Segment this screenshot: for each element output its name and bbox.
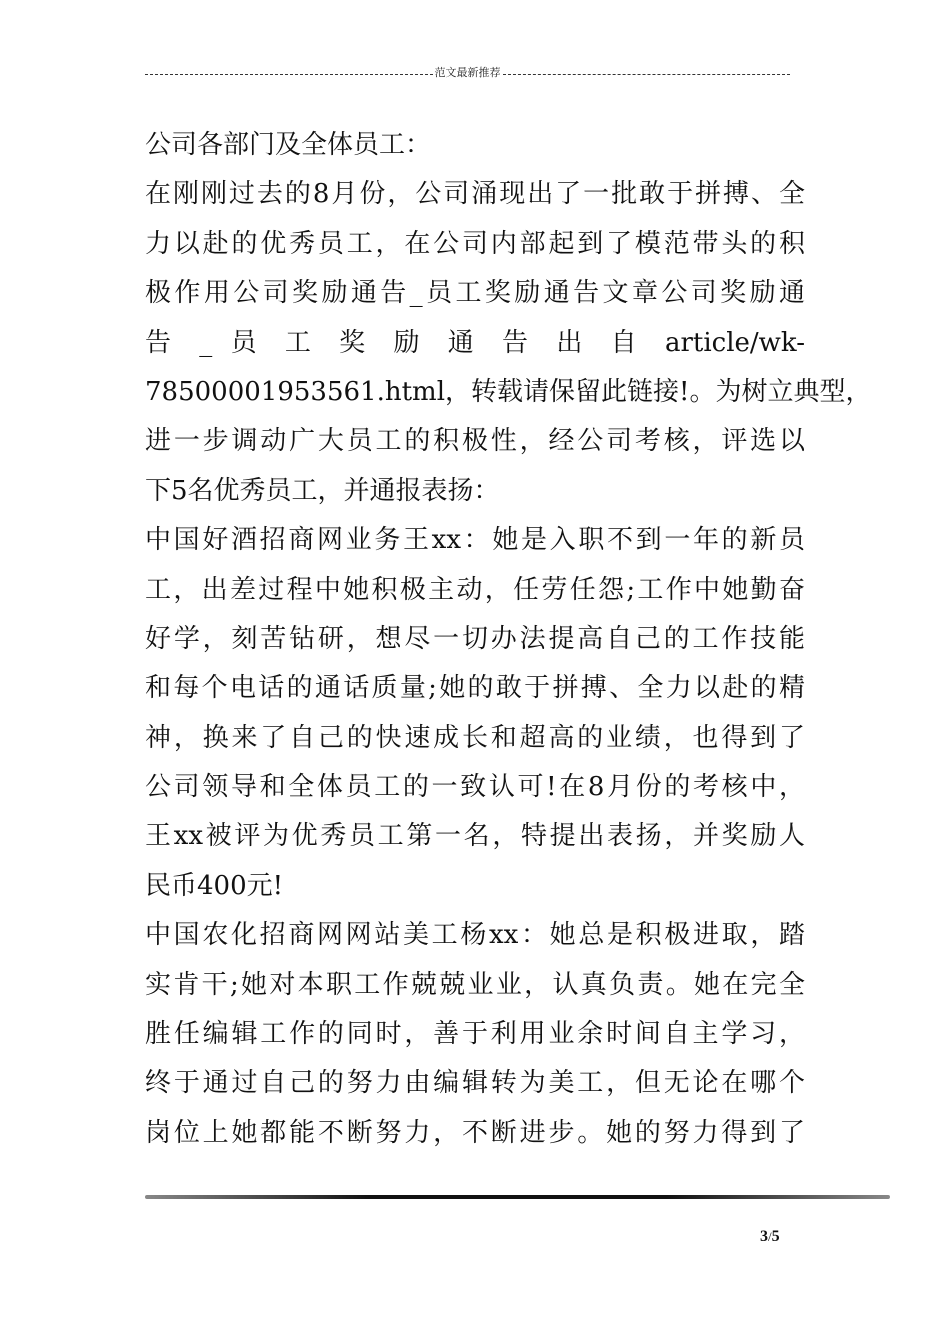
document-body (145, 121, 872, 1158)
page-number (760, 1228, 820, 1246)
page-separator: / (768, 1229, 772, 1244)
text-line: 实肯干;她对本职工作兢兢业业，认真负责。她在完全 (145, 969, 805, 1000)
text-line: 神，换来了自己的快速成长和超高的业绩，也得到了 (145, 722, 805, 753)
footer-divider (145, 1195, 890, 1199)
text-line: 中国农化招商网网站美工杨xx：她总是积极进取，踏 (145, 920, 805, 951)
text-line: 下5名优秀员工，并通报表扬： (145, 475, 500, 506)
text-line: 民币400元! (145, 870, 284, 901)
text-line: 工，出差过程中她积极主动，任劳任怨;工作中她勤奋 (145, 574, 805, 605)
text-line: 极作用公司奖励通告_员工奖励通告文章公司奖励通 (145, 278, 805, 309)
text-line: 胜任编辑工作的同时，善于利用业余时间自主学习， (145, 1019, 805, 1050)
header-dash-right (503, 74, 791, 75)
text-line: 在刚刚过去的8月份，公司涌现出了一批敢于拼搏、全 (145, 179, 805, 210)
page-header (145, 66, 790, 80)
text-line: 终于通过自己的努力由编辑转为美工，但无论在哪个 (145, 1068, 805, 1099)
text-line: 好学，刻苦钻研，想尽一切办法提高自己的工作技能 (145, 623, 805, 654)
text-line: 和每个电话的通话质量;她的敢于拼搏、全力以赴的精 (145, 673, 805, 704)
current-page: 3 (760, 1228, 768, 1245)
text-line: 力以赴的优秀员工，在公司内部起到了模范带头的积 (145, 228, 805, 259)
header-title: 范文最新推荐 (434, 66, 501, 79)
text-line: 王xx被评为优秀员工第一名，特提出表扬，并奖励人 (145, 821, 805, 852)
header-dash-left (145, 74, 433, 75)
text-line: 78500001953561.html，转载请保留此链接!。为树立典型， (145, 376, 872, 407)
text-line: 公司各部门及全体员工： (145, 130, 432, 160)
text-line: 告 _ 员 工 奖 励 通 告 出 自 article/wk- (145, 327, 805, 358)
text-line: 进一步调动广大员工的积极性，经公司考核，评选以 (145, 426, 805, 457)
text-line: 岗位上她都能不断努力，不断进步。她的努力得到了 (145, 1117, 805, 1148)
total-pages: 5 (771, 1228, 780, 1245)
text-line: 中国好酒招商网业务王xx：她是入职不到一年的新员 (145, 525, 805, 556)
text-line: 公司领导和全体员工的一致认可!在8月份的考核中， (145, 772, 805, 803)
